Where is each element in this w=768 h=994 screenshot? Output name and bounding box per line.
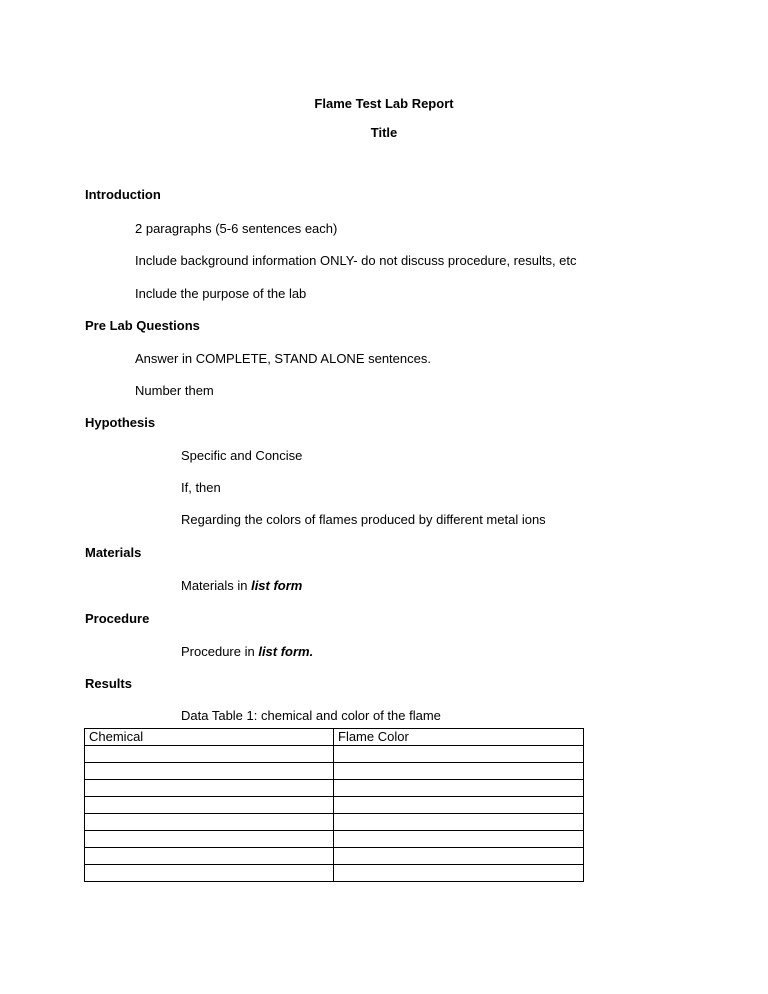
hypothesis-heading: Hypothesis [85, 415, 156, 430]
materials-heading: Materials [85, 545, 142, 560]
table-row [85, 848, 584, 865]
hypothesis-item: Regarding the colors of flames produced by different metal ions [181, 512, 546, 527]
table-cell [334, 848, 584, 865]
table-header-row [85, 729, 584, 746]
table-cell [85, 831, 334, 848]
procedure-text [181, 644, 313, 659]
table-row [85, 763, 584, 780]
table-row [85, 865, 584, 882]
document-title: Flame Test Lab Report [314, 96, 454, 111]
table-cell [334, 763, 584, 780]
materials-text-prefix: Materials in [181, 578, 252, 593]
table-cell [334, 746, 584, 763]
introduction-item: 2 paragraphs (5-6 sentences each) [135, 221, 338, 236]
table-cell [85, 780, 334, 797]
hypothesis-item: If, then [181, 480, 221, 495]
table-row [85, 814, 584, 831]
document-subtitle: Title [370, 125, 398, 140]
procedure-text-prefix: Procedure in [181, 644, 259, 659]
procedure-heading: Procedure [85, 611, 150, 626]
table-cell [85, 746, 334, 763]
results-heading: Results [85, 676, 132, 691]
table-header-chemical: Chemical [85, 729, 334, 746]
procedure-text-emphasis: list form. [258, 644, 314, 659]
table-row [85, 746, 584, 763]
table-cell [85, 865, 334, 882]
table-caption: Data Table 1: chemical and color of the flame [181, 708, 441, 723]
table-cell [85, 797, 334, 814]
data-table [84, 728, 584, 882]
prelab-item: Answer in COMPLETE, STAND ALONE sentences. [135, 351, 431, 366]
introduction-item: Include background information ONLY- do not discuss procedure, results, etc [135, 253, 577, 268]
table-cell [334, 865, 584, 882]
materials-text [181, 578, 302, 593]
prelab-heading: Pre Lab Questions [85, 318, 200, 333]
hypothesis-item: Specific and Concise [181, 448, 303, 463]
table-cell [85, 763, 334, 780]
table-row [85, 780, 584, 797]
table-cell [334, 831, 584, 848]
prelab-item: Number them [135, 383, 214, 398]
table-row [85, 831, 584, 848]
table-cell [334, 797, 584, 814]
table-header-flame-color: Flame Color [334, 729, 584, 746]
table-cell [334, 780, 584, 797]
table-row [85, 797, 584, 814]
materials-text-emphasis: list form [251, 578, 303, 593]
introduction-heading: Introduction [85, 187, 161, 202]
table-cell [85, 814, 334, 831]
table-cell [85, 848, 334, 865]
table-cell [334, 814, 584, 831]
introduction-item: Include the purpose of the lab [135, 286, 307, 301]
